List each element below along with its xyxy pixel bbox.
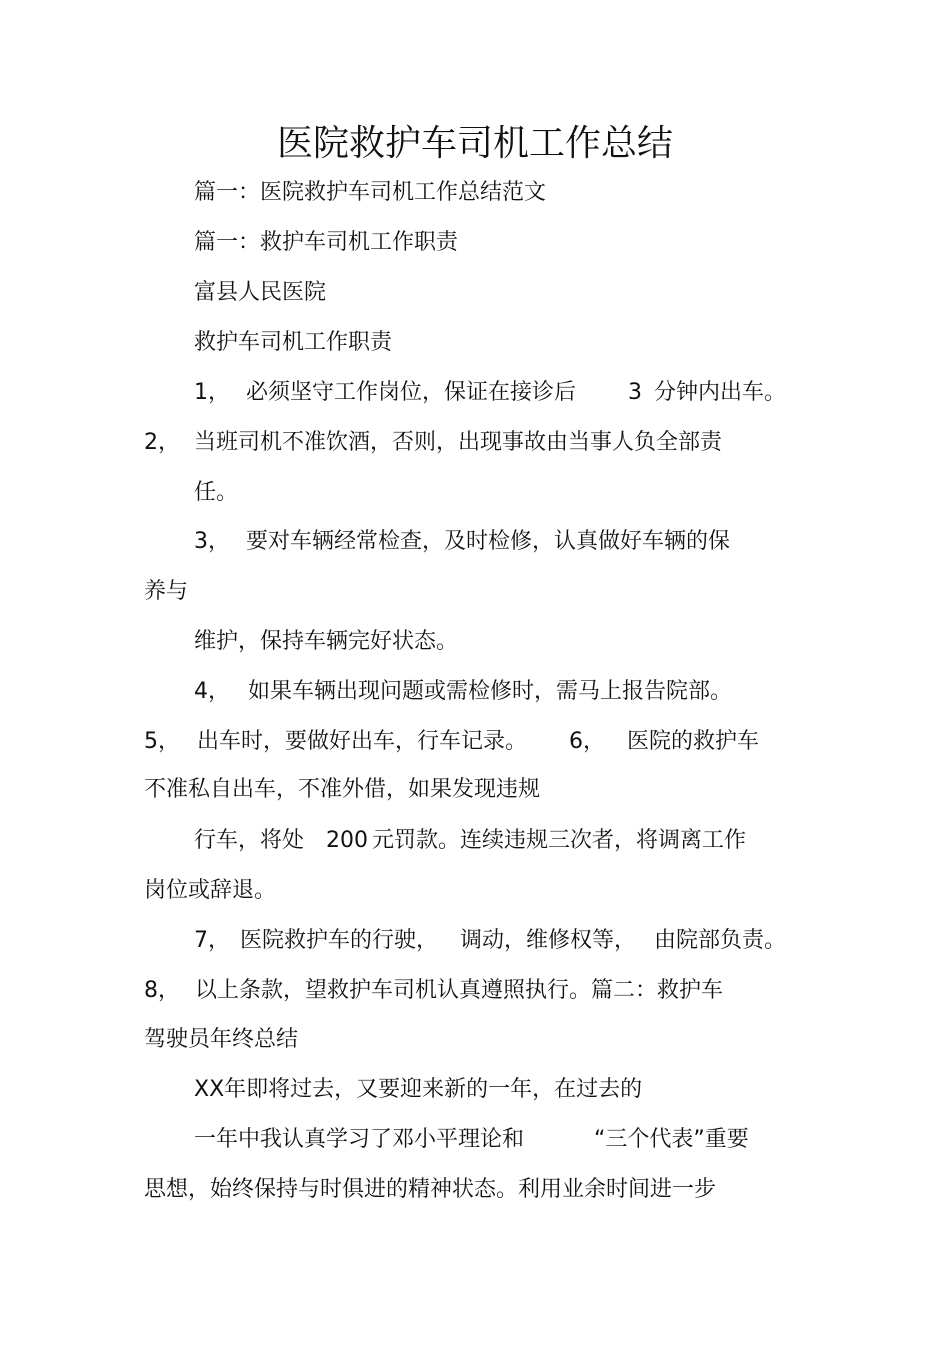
- paragraph-line: [194, 328, 392, 358]
- line-text: 要对车辆经常检查，及时检修，认真做好车辆的保: [246, 529, 731, 554]
- list-item-4: [194, 677, 732, 707]
- item-number: 1，: [194, 380, 230, 405]
- item-number: 2，: [144, 430, 180, 455]
- list-item-7: [194, 926, 786, 956]
- document-title: 医院救护车司机工作总结: [276, 123, 673, 164]
- paragraph-line: [194, 478, 238, 508]
- inline-number: 200: [326, 828, 369, 853]
- paragraph-line: [194, 627, 458, 657]
- line-text: 分钟内出车。: [654, 380, 787, 405]
- line-text: 必须坚守工作岗位，保证在接诊后: [246, 380, 577, 405]
- line-text: 医院的救护车: [627, 729, 760, 754]
- item-number: 7，: [194, 928, 230, 953]
- paragraph-line: [144, 1025, 298, 1055]
- line-text: 救护车司机工作职责: [194, 330, 393, 355]
- paragraph-line: [194, 1125, 749, 1155]
- line-text: 任。: [194, 480, 239, 505]
- line-text: 养与: [144, 579, 189, 604]
- paragraph-line: [194, 228, 458, 258]
- item-number: 3，: [194, 529, 230, 554]
- line-text: 篇一：救护车司机工作职责: [194, 230, 459, 255]
- line-text: 当班司机不准饮酒，否则，出现事故由当事人负全部责: [194, 430, 723, 455]
- paragraph-line: [144, 577, 188, 607]
- paragraph-line: [144, 1175, 716, 1205]
- paragraph-line: [194, 278, 326, 308]
- item-number: 5，: [144, 729, 180, 754]
- paragraph-line: [194, 1075, 642, 1105]
- line-text: 岗位或辞退。: [144, 878, 277, 903]
- line-text: 出车时，要做好出车，行车记录。: [197, 729, 528, 754]
- paragraph-line: [194, 178, 546, 208]
- line-text: 医院救护车的行驶，: [240, 928, 439, 953]
- line-text: 元罚款。连续违规三次者，将调离工作: [372, 828, 747, 853]
- item-number: 4，: [194, 679, 230, 704]
- line-text: 一年中我认真学习了邓小平理论和: [194, 1127, 525, 1152]
- line-text: 如果车辆出现问题或需检修时，需马上报告院部。: [248, 679, 733, 704]
- list-item-8: [144, 976, 723, 1006]
- list-item-2: [144, 428, 722, 458]
- line-text: 富县人民医院: [194, 280, 327, 305]
- line-text: XX年即将过去，又要迎来新的一年，在过去的: [194, 1077, 643, 1102]
- line-text: 篇一：医院救护车司机工作总结范文: [194, 180, 547, 205]
- list-item-5: [144, 727, 759, 757]
- line-text: “三个代表”重要: [594, 1127, 749, 1152]
- list-item-3: [194, 527, 730, 557]
- item-number: 8，: [144, 978, 180, 1003]
- item-number: 6，: [569, 729, 606, 754]
- line-text: 思想，始终保持与时俱进的精神状态。利用业余时间进一步: [144, 1177, 717, 1202]
- line-text: 维护，保持车辆完好状态。: [194, 629, 459, 654]
- line-text: 不准私自出车，不准外借，如果发现违规: [144, 777, 541, 802]
- line-text: 驾驶员年终总结: [144, 1027, 299, 1052]
- paragraph-line: [144, 876, 276, 906]
- paragraph-line: [194, 826, 746, 856]
- paragraph-line: [144, 775, 540, 805]
- line-text: 行车，将处: [194, 828, 305, 853]
- line-text: 以上条款，望救护车司机认真遵照执行。篇二：救护车: [195, 978, 724, 1003]
- line-text: 调动，维修权等，: [460, 928, 637, 953]
- inline-number: 3: [628, 380, 643, 405]
- list-item-1: [194, 378, 786, 408]
- line-text: 由院部负责。: [654, 928, 787, 953]
